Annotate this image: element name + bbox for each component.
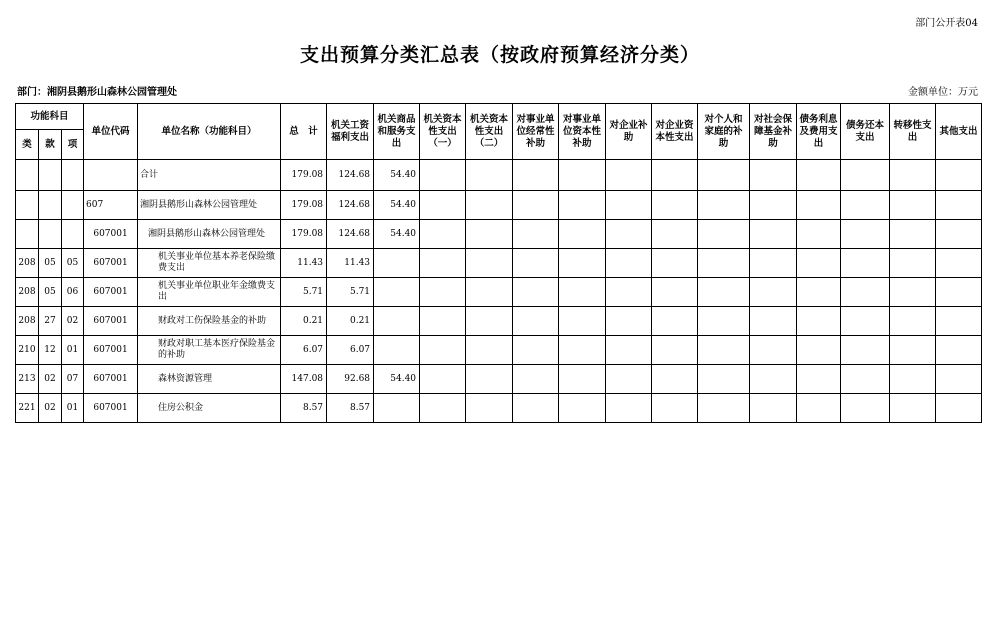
table-row (16, 394, 982, 423)
cell-kuan: 02 (39, 365, 62, 394)
cell-col-13 (890, 191, 936, 220)
cell-col-13 (890, 336, 936, 365)
cell-col-12 (841, 160, 890, 191)
expenditure-table (15, 103, 982, 423)
cell-col-5 (513, 307, 559, 336)
cell-col-2 (374, 336, 420, 365)
cell-col-10 (750, 160, 797, 191)
header-col-9: 对个人和家庭的补助 (698, 104, 750, 160)
cell-col-14 (936, 160, 982, 191)
cell-col-7 (606, 278, 652, 307)
cell-lei (16, 191, 39, 220)
cell-col-10 (750, 249, 797, 278)
cell-lei: 208 (16, 278, 39, 307)
cell-col-1: 124.68 (327, 191, 374, 220)
cell-col-5 (513, 191, 559, 220)
cell-unit-code: 607001 (84, 336, 138, 365)
cell-col-7 (606, 220, 652, 249)
cell-col-9 (698, 365, 750, 394)
page-title: 支出预算分类汇总表（按政府预算经济分类） (299, 44, 700, 66)
cell-col-10 (750, 191, 797, 220)
cell-col-7 (606, 191, 652, 220)
cell-unit-code: 607 (84, 191, 138, 220)
cell-col-11 (797, 278, 841, 307)
cell-col-4 (466, 160, 513, 191)
cell-unit-name: 湘阴县鹅形山森林公园管理处 (138, 220, 281, 249)
cell-kuan: 02 (39, 394, 62, 423)
header-unit-code: 单位代码 (84, 104, 138, 160)
header-col-5: 对事业单位经常性补助 (513, 104, 559, 160)
cell-col-2: 54.40 (374, 220, 420, 249)
cell-col-13 (890, 394, 936, 423)
cell-col-7 (606, 336, 652, 365)
cell-col-1: 124.68 (327, 160, 374, 191)
cell-col-10 (750, 307, 797, 336)
cell-lei (16, 220, 39, 249)
cell-col-8 (652, 220, 698, 249)
cell-col-11 (797, 220, 841, 249)
cell-unit-code: 607001 (84, 278, 138, 307)
cell-col-8 (652, 249, 698, 278)
cell-col-6 (559, 278, 606, 307)
cell-col-1: 6.07 (327, 336, 374, 365)
cell-xiang: 05 (62, 249, 84, 278)
cell-unit-name: 森林资源管理 (138, 365, 281, 394)
amount-unit-label: 金额单位：万元 (908, 87, 978, 98)
cell-col-14 (936, 249, 982, 278)
cell-col-3 (420, 365, 466, 394)
cell-unit-code (84, 160, 138, 191)
cell-col-8 (652, 160, 698, 191)
header-unit-name: 单位名称（功能科目） (138, 104, 281, 160)
table-row (16, 336, 982, 365)
cell-unit-name: 住房公积金 (138, 394, 281, 423)
cell-col-9 (698, 278, 750, 307)
cell-col-4 (466, 220, 513, 249)
cell-total: 8.57 (281, 394, 327, 423)
cell-col-2 (374, 278, 420, 307)
header-col-7: 对企业补助 (606, 104, 652, 160)
cell-xiang (62, 160, 84, 191)
cell-col-3 (420, 336, 466, 365)
cell-unit-name: 湘阴县鹅形山森林公园管理处 (138, 191, 281, 220)
cell-col-12 (841, 307, 890, 336)
cell-col-9 (698, 220, 750, 249)
cell-col-13 (890, 307, 936, 336)
cell-xiang: 01 (62, 336, 84, 365)
cell-col-10 (750, 220, 797, 249)
cell-col-7 (606, 365, 652, 394)
cell-col-12 (841, 394, 890, 423)
cell-col-12 (841, 249, 890, 278)
header-col-10: 对社会保障基金补助 (750, 104, 797, 160)
cell-col-3 (420, 220, 466, 249)
cell-col-3 (420, 160, 466, 191)
cell-col-2 (374, 249, 420, 278)
cell-col-11 (797, 336, 841, 365)
cell-col-4 (466, 278, 513, 307)
cell-kuan: 05 (39, 278, 62, 307)
cell-total: 179.08 (281, 160, 327, 191)
cell-col-8 (652, 278, 698, 307)
cell-col-14 (936, 336, 982, 365)
cell-col-14 (936, 365, 982, 394)
cell-col-7 (606, 249, 652, 278)
cell-col-11 (797, 365, 841, 394)
cell-col-13 (890, 249, 936, 278)
cell-lei: 221 (16, 394, 39, 423)
cell-col-1: 124.68 (327, 220, 374, 249)
cell-col-6 (559, 394, 606, 423)
cell-col-9 (698, 394, 750, 423)
cell-xiang: 01 (62, 394, 84, 423)
table-row (16, 307, 982, 336)
cell-col-8 (652, 394, 698, 423)
cell-lei: 208 (16, 307, 39, 336)
cell-col-6 (559, 307, 606, 336)
header-col-2: 机关商品和服务支出 (374, 104, 420, 160)
cell-unit-name: 财政对工伤保险基金的补助 (138, 307, 281, 336)
cell-col-6 (559, 249, 606, 278)
cell-col-4 (466, 336, 513, 365)
cell-col-1: 8.57 (327, 394, 374, 423)
cell-col-1: 11.43 (327, 249, 374, 278)
header-col-6: 对事业单位资本性补助 (559, 104, 606, 160)
cell-total: 6.07 (281, 336, 327, 365)
cell-col-3 (420, 307, 466, 336)
header-col-14: 其他支出 (936, 104, 982, 160)
cell-col-4 (466, 191, 513, 220)
cell-col-1: 5.71 (327, 278, 374, 307)
header-col-4: 机关资本性支出（二） (466, 104, 513, 160)
cell-col-1: 92.68 (327, 365, 374, 394)
cell-col-14 (936, 220, 982, 249)
table-row (16, 220, 982, 249)
header-total: 总 计 (281, 104, 327, 160)
cell-col-10 (750, 365, 797, 394)
cell-col-10 (750, 336, 797, 365)
cell-total: 179.08 (281, 191, 327, 220)
cell-col-12 (841, 278, 890, 307)
cell-xiang: 06 (62, 278, 84, 307)
cell-col-8 (652, 307, 698, 336)
cell-col-9 (698, 160, 750, 191)
cell-col-6 (559, 191, 606, 220)
cell-xiang (62, 191, 84, 220)
cell-col-10 (750, 394, 797, 423)
cell-col-5 (513, 249, 559, 278)
cell-col-13 (890, 160, 936, 191)
cell-col-4 (466, 249, 513, 278)
cell-unit-code: 607001 (84, 394, 138, 423)
header-lei: 类 (16, 130, 39, 160)
cell-col-5 (513, 160, 559, 191)
cell-col-12 (841, 365, 890, 394)
cell-unit-name: 财政对职工基本医疗保险基金的补助 (138, 336, 281, 365)
table-row (16, 191, 982, 220)
cell-col-12 (841, 191, 890, 220)
cell-col-12 (841, 336, 890, 365)
cell-lei: 208 (16, 249, 39, 278)
cell-col-3 (420, 394, 466, 423)
cell-col-8 (652, 336, 698, 365)
cell-col-5 (513, 394, 559, 423)
cell-col-7 (606, 394, 652, 423)
cell-col-14 (936, 307, 982, 336)
cell-col-11 (797, 394, 841, 423)
cell-col-5 (513, 365, 559, 394)
cell-kuan: 27 (39, 307, 62, 336)
cell-col-8 (652, 191, 698, 220)
header-func-subject: 功能科目 (16, 104, 84, 130)
cell-col-9 (698, 336, 750, 365)
cell-col-9 (698, 307, 750, 336)
cell-total: 147.08 (281, 365, 327, 394)
cell-col-9 (698, 191, 750, 220)
cell-xiang: 07 (62, 365, 84, 394)
cell-total: 5.71 (281, 278, 327, 307)
cell-col-9 (698, 249, 750, 278)
cell-col-6 (559, 160, 606, 191)
cell-col-3 (420, 249, 466, 278)
header-col-1: 机关工资福利支出 (327, 104, 374, 160)
cell-col-1: 0.21 (327, 307, 374, 336)
cell-unit-name: 机关事业单位职业年金缴费支出 (138, 278, 281, 307)
cell-col-5 (513, 278, 559, 307)
cell-col-8 (652, 365, 698, 394)
cell-lei: 213 (16, 365, 39, 394)
cell-col-2: 54.40 (374, 365, 420, 394)
cell-col-2: 54.40 (374, 191, 420, 220)
cell-kuan (39, 160, 62, 191)
cell-unit-code: 607001 (84, 220, 138, 249)
cell-unit-name: 机关事业单位基本养老保险缴费支出 (138, 249, 281, 278)
cell-total: 179.08 (281, 220, 327, 249)
cell-col-13 (890, 365, 936, 394)
cell-total: 0.21 (281, 307, 327, 336)
cell-col-7 (606, 307, 652, 336)
cell-kuan (39, 191, 62, 220)
cell-col-6 (559, 336, 606, 365)
header-col-3: 机关资本性支出（一） (420, 104, 466, 160)
cell-col-14 (936, 394, 982, 423)
table-row (16, 365, 982, 394)
department-label: 部门：湘阴县鹅形山森林公园管理处 (17, 87, 177, 98)
cell-col-3 (420, 191, 466, 220)
cell-col-4 (466, 365, 513, 394)
cell-xiang (62, 220, 84, 249)
cell-col-13 (890, 220, 936, 249)
cell-col-2 (374, 307, 420, 336)
header-col-13: 转移性支出 (890, 104, 936, 160)
cell-xiang: 02 (62, 307, 84, 336)
cell-col-6 (559, 220, 606, 249)
table-row (16, 160, 982, 191)
cell-kuan (39, 220, 62, 249)
cell-kuan: 12 (39, 336, 62, 365)
cell-col-3 (420, 278, 466, 307)
form-number: 部门公开表04 (915, 18, 978, 29)
cell-col-13 (890, 278, 936, 307)
cell-col-4 (466, 307, 513, 336)
cell-col-2 (374, 394, 420, 423)
cell-unit-code: 607001 (84, 365, 138, 394)
cell-col-14 (936, 278, 982, 307)
cell-col-4 (466, 394, 513, 423)
cell-lei: 210 (16, 336, 39, 365)
cell-col-7 (606, 160, 652, 191)
header-kuan: 款 (39, 130, 62, 160)
cell-col-11 (797, 191, 841, 220)
header-xiang: 项 (62, 130, 84, 160)
header-col-8: 对企业资本性支出 (652, 104, 698, 160)
header-col-12: 债务还本支出 (841, 104, 890, 160)
cell-col-14 (936, 191, 982, 220)
cell-col-11 (797, 160, 841, 191)
cell-col-2: 54.40 (374, 160, 420, 191)
table-row (16, 249, 982, 278)
cell-total: 11.43 (281, 249, 327, 278)
cell-lei (16, 160, 39, 191)
cell-unit-code: 607001 (84, 307, 138, 336)
cell-col-5 (513, 336, 559, 365)
table-row (16, 278, 982, 307)
header-col-11: 债务利息及费用支出 (797, 104, 841, 160)
cell-col-11 (797, 249, 841, 278)
cell-unit-code: 607001 (84, 249, 138, 278)
cell-col-11 (797, 307, 841, 336)
cell-col-12 (841, 220, 890, 249)
cell-unit-name: 合计 (138, 160, 281, 191)
cell-col-10 (750, 278, 797, 307)
cell-col-6 (559, 365, 606, 394)
cell-col-5 (513, 220, 559, 249)
cell-kuan: 05 (39, 249, 62, 278)
